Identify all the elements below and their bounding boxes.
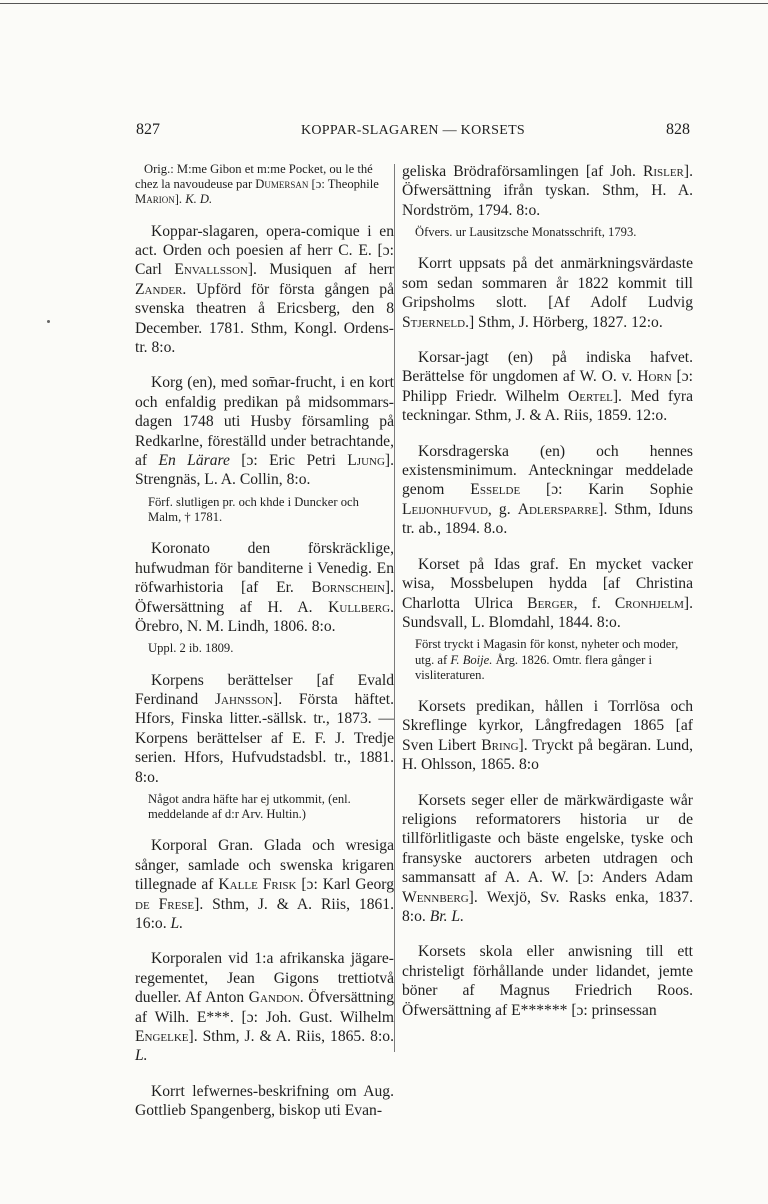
entry-text: Öfvers. ur Lausitzsche Monatsschrift, 1793. xyxy=(415,225,637,240)
stray-mark xyxy=(47,320,50,323)
entry-text: ]. Öfwersättning af H. A. xyxy=(135,579,394,616)
catalog-entry xyxy=(135,949,394,1065)
catalog-entry-continued xyxy=(402,162,693,220)
person-name: de Frese xyxy=(135,895,195,913)
catalog-entry xyxy=(135,539,394,636)
entry-text: Korsets skola eller anwisning till ett christeligt förhållande under lidandet, jemte böner af Magnus Friedrich Roos. Öfwersättning af E****** [ɔ: prinsessan xyxy=(402,943,693,1019)
person-name: Marion xyxy=(135,192,175,207)
entry-text: ]. Öfwersättning ifrån tyskan. Sthm, H. A. Nordström, 1794. 8:o. xyxy=(402,163,693,219)
bibliographic-note xyxy=(402,225,693,240)
italic-text: Br. L. xyxy=(429,908,464,925)
entry-text: ]. Tryckt på begäran. Lund, H. Ohlsson, 1865. 8:o xyxy=(402,736,694,774)
person-name: Engelke xyxy=(135,1028,189,1046)
entry-text: ]. Sthm, Iduns tr. ab., 1894. 8.o. xyxy=(402,500,694,538)
running-header xyxy=(136,121,690,141)
bibliographic-note xyxy=(135,162,394,208)
left-column xyxy=(135,162,394,1137)
person-name: Adlersparre xyxy=(517,500,599,518)
top-rule xyxy=(0,3,768,4)
italic-text: En Lärare xyxy=(158,452,230,470)
entry-text: [ɔ: Karin Sophie xyxy=(520,481,693,499)
entry-text: Korsar-jagt (en) på indiska hafvet. Berättelse för ungdomen af W. O. v. xyxy=(402,349,693,386)
catalog-entry xyxy=(402,348,693,426)
entry-text: [ɔ: Theophile xyxy=(308,177,379,192)
catalog-entry xyxy=(402,442,693,539)
entry-text: ]. Sundsvall, L. Blomdahl, 1844. 8:o. xyxy=(402,594,693,631)
catalog-entry xyxy=(402,942,693,1020)
catalog-entry xyxy=(402,254,693,332)
entry-text: Korpens berättelser [af Evald Ferdinand xyxy=(135,671,394,708)
right-column xyxy=(402,162,693,1036)
entry-text: Årg. 1826. Omtr. flera gånger i visliteraturen. xyxy=(415,652,653,682)
entry-text: Förf. slutligen pr. och khde i Duncker och Malm, † 1781. xyxy=(148,494,359,525)
entry-text: [ɔ: Philipp Friedr. Wilhelm xyxy=(402,368,693,405)
bibliographic-note xyxy=(402,637,693,683)
person-name: Dumersan xyxy=(255,177,309,192)
person-name: Leijonhufvud xyxy=(402,500,488,518)
catalog-entry xyxy=(135,373,394,489)
italic-text: L. xyxy=(170,915,184,932)
entry-text: ]. Strengnäs, L. A. Collin, 8:o. xyxy=(135,452,394,489)
page-number-left: 827 xyxy=(136,121,160,138)
entry-text: , f. xyxy=(573,594,615,612)
person-name: Gandon xyxy=(248,989,300,1007)
entry-text: Korsdragerska (en) och hennes existensminimum. Anteckningar meddelade genom xyxy=(402,442,693,499)
entry-text: Korrt lefwernes-beskrifning om Aug. Gottlieb Spangenberg, biskop uti Evan- xyxy=(135,1082,394,1120)
entry-text: Korg (en), med som̄ar-frucht, i en kort och enfaldig predikan på midsommars-dagen 1748 uti Husby församling på Redkarlne, föreställd under betrachtande, af xyxy=(135,374,394,470)
entry-text: Korrt uppsats på det anmärkningsvärdaste som sedan sommaren år 1822 kommit till Gripsholms slott. [Af Adolf Ludvig xyxy=(402,255,693,312)
column-divider xyxy=(394,164,395,1052)
catalog-entry xyxy=(135,222,394,358)
entry-text: . Örebro, N. M. Lindh, 1806. 8:o. xyxy=(135,598,394,635)
entry-text: ]. Med fyra teckningar. Sthm, J. & A. Riis, 1859. 12:o. xyxy=(402,387,694,425)
running-title: KOPPAR-SLAGAREN — KORSETS xyxy=(300,123,526,138)
entry-text: Uppl. 2 ib. 1809. xyxy=(148,641,234,656)
entry-text: , g. xyxy=(487,500,518,518)
entry-text: Korporal Gran. Glada och wresiga sånger, samlade och swenska krigaren tillegnade af xyxy=(135,837,394,894)
entry-text: [ɔ: Eric Petri xyxy=(229,452,348,470)
bibliographic-note xyxy=(135,792,394,822)
person-name: Jahnsson xyxy=(214,690,274,708)
person-name: Risler xyxy=(642,163,684,180)
entry-text: Koronato den förskräcklige, hufwudman för banditerne i Venedig. En röfwarhistoria [af Er. xyxy=(135,540,394,597)
person-name: Zander xyxy=(135,280,183,298)
entry-text: [ɔ: Karl Georg xyxy=(296,876,394,894)
entry-text: . Öfversättning af Wilh. E***. [ɔ: Joh. Gust. Wilhelm xyxy=(135,989,395,1026)
person-name: Oertel xyxy=(567,387,613,405)
entry-text: Korset på Idas graf. En mycket vacker wisa, Mossbelupen hydda [af Christina Charlotta Ulrica xyxy=(402,555,693,612)
person-name: Bring xyxy=(481,736,519,754)
catalog-entry xyxy=(402,697,693,775)
entry-text: ]. Första häftet. Hfors, Finska litter.-sällsk. tr., 1873. — Korpens berättelser af E. F. J. Tredje serien. Hfors, Hufvudstadsbl. tr., 1881. 8:o. xyxy=(135,690,394,786)
entry-text: Korporalen vid 1:a afrikanska jägare-regementet, Jean Gigons trettiotvå dueller. Af Anton xyxy=(135,950,394,1007)
person-name: Berger xyxy=(527,594,574,612)
person-name: Bornschein xyxy=(311,579,385,597)
entry-text: Först tryckt i Magasin för konst, nyheter och moder, utg. af xyxy=(415,637,679,667)
entry-text: ]. Musiquen af herr xyxy=(247,261,394,279)
person-name: Stjerneld xyxy=(402,313,466,331)
person-name: Cronhjelm xyxy=(614,594,684,612)
catalog-entry xyxy=(135,671,394,787)
person-name: Wennberg xyxy=(402,888,469,906)
person-name: Kullberg xyxy=(328,598,391,616)
entry-text: Korsets seger eller de märkwärdigaste wår religions reformatorers historia ur de tillförlitligaste och bäste engelske, tyske och fransyske auctorers arbeten utdragen och sammansatt af A. A. W. [ɔ: Anders Adam xyxy=(402,791,693,887)
italic-text: F. Boije. xyxy=(450,652,493,667)
italic-text: K. D. xyxy=(185,192,213,207)
person-name: Esselde xyxy=(470,481,521,499)
catalog-entry xyxy=(402,555,693,633)
entry-text: Orig.: M:me Gibon et m:me Pocket, ou le thé chez la navoudeuse par xyxy=(135,162,373,192)
entry-text: Koppar-slagaren, opera-comique i en act. Orden och poesien af herr C. E. [ɔ: Carl xyxy=(135,222,394,279)
catalog-entry xyxy=(135,1082,394,1121)
entry-text: geliska Brödraförsamlingen [af Joh. xyxy=(402,163,643,180)
person-name: Kalle Frisk xyxy=(218,876,297,894)
italic-text: L. xyxy=(135,1047,148,1065)
bibliographic-note xyxy=(135,495,394,525)
bibliographic-note xyxy=(135,641,394,656)
entry-text: ]. Sthm, J. & A. Riis, 1861. 16:o. xyxy=(135,895,394,932)
entry-text: . Upförd för första gången på svenska theatren å Ericsberg, den 8 December. 1781. Sthm, Kongl. Ordens-tr. 8:o. xyxy=(135,280,394,357)
entry-text: Korsets predikan, hållen i Torrlösa och Skreflinge kyrkor, Långfredagen 1865 [af Sven Libert xyxy=(402,697,693,754)
person-name: Horn xyxy=(637,368,672,386)
page-number-right: 828 xyxy=(666,121,690,138)
person-name: Ljung xyxy=(347,452,385,470)
person-name: Envallsson xyxy=(174,261,248,279)
entry-text: ]. xyxy=(174,192,186,207)
catalog-entry xyxy=(135,836,394,933)
entry-text: Något andra häfte har ej utkommit, (enl. meddelande af d:r Arv. Hultin.) xyxy=(148,791,351,822)
entry-text: .] Sthm, J. Hörberg, 1827. 12:o. xyxy=(465,313,663,331)
entry-text: ]. Sthm, J. & A. Riis, 1865. 8:o. xyxy=(188,1028,394,1046)
catalog-entry xyxy=(402,791,693,927)
entry-text: ]. Wexjö, Sv. Rasks enka, 1837. 8:o. xyxy=(402,888,693,925)
